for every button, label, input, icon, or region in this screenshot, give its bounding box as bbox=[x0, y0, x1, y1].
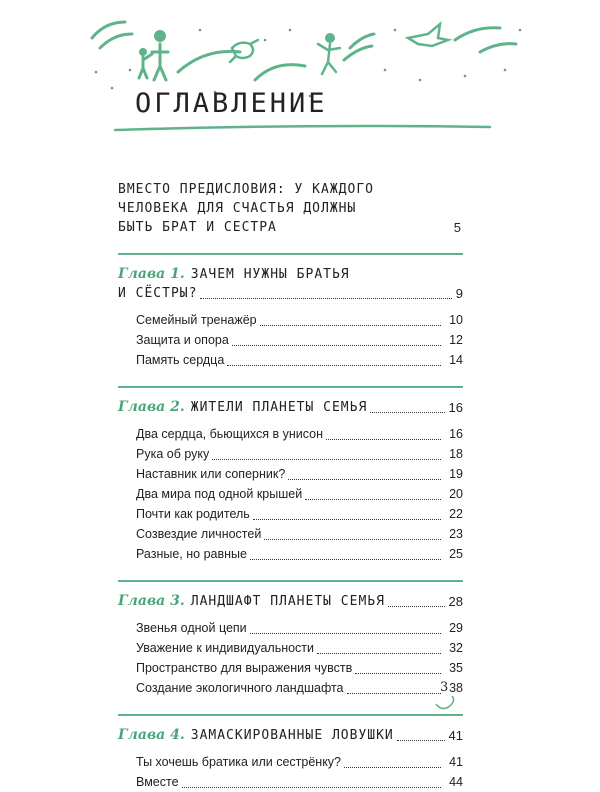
section-entry[interactable] bbox=[136, 752, 463, 772]
chapter-title: ЛАНДШАФТ ПЛАНЕТЫ СЕМЬЯ bbox=[190, 594, 385, 609]
decor-arc-icon bbox=[480, 44, 516, 52]
leader-dots bbox=[264, 539, 441, 540]
section-entry[interactable] bbox=[136, 424, 463, 444]
section-title: Память сердца bbox=[136, 353, 225, 367]
chapter-label: Глава 3. bbox=[118, 593, 185, 609]
page-number: 20 bbox=[449, 487, 463, 501]
page-number: 32 bbox=[449, 641, 463, 655]
section-title: Защита и опора bbox=[136, 333, 229, 347]
leader-dots bbox=[232, 345, 441, 346]
page-title: ОГЛАВЛЕНИЕ bbox=[135, 88, 328, 119]
section-entry[interactable] bbox=[136, 658, 463, 678]
table-of-contents bbox=[118, 180, 463, 792]
section-entry[interactable] bbox=[136, 524, 463, 544]
chapter-heading[interactable] bbox=[118, 592, 463, 611]
chapter-entry bbox=[118, 714, 463, 792]
family-figure-icon bbox=[139, 30, 168, 80]
section-entry[interactable] bbox=[136, 638, 463, 658]
section-entry[interactable] bbox=[136, 310, 463, 330]
chapter-title: ЖИТЕЛИ ПЛАНЕТЫ СЕМЬЯ bbox=[190, 400, 368, 415]
chapter-heading[interactable] bbox=[118, 265, 463, 284]
section-title: Два сердца, бьющихся в унисон bbox=[136, 427, 324, 441]
leader-dots bbox=[250, 633, 441, 634]
leader-dots bbox=[347, 693, 442, 694]
section-title: Наставник или соперник? bbox=[136, 467, 286, 481]
leader-dots bbox=[227, 365, 441, 366]
page-number: 18 bbox=[449, 447, 463, 461]
section-title: Создание экологичного ландшафта bbox=[136, 681, 344, 695]
intro-line: ВМЕСТО ПРЕДИСЛОВИЯ: У КАЖДОГО bbox=[118, 182, 374, 197]
intro-line: БЫТЬ БРАТ И СЕСТРА bbox=[118, 220, 277, 235]
leader-dots bbox=[182, 787, 441, 788]
chapter-label: Глава 4. bbox=[118, 727, 185, 743]
leader-dots bbox=[326, 439, 441, 440]
section-title: Созвездие личностей bbox=[136, 527, 262, 541]
chapter-title: ЗАМАСКИРОВАННЫЕ ЛОВУШКИ bbox=[190, 728, 394, 743]
decor-arc-icon bbox=[255, 65, 305, 80]
section-title: Пространство для выражения чувств bbox=[136, 661, 353, 675]
leader-dots bbox=[344, 767, 441, 768]
section-title: Два мира под одной крышей bbox=[136, 487, 303, 501]
section-title: Вместе bbox=[136, 775, 179, 789]
leader-dots bbox=[253, 519, 441, 520]
decor-arc-icon bbox=[100, 34, 132, 48]
chapter-title: И СЁСТРЫ? bbox=[118, 286, 198, 301]
chapter-label: Глава 1. bbox=[118, 266, 185, 282]
person-figure-icon bbox=[318, 33, 340, 74]
section-entry[interactable] bbox=[136, 544, 463, 564]
page-number: 41 bbox=[448, 728, 463, 743]
section-entry[interactable] bbox=[136, 678, 463, 698]
section-title: Уважение к индивидуальности bbox=[136, 641, 315, 655]
chapter-title: ЗАЧЕМ НУЖНЫ БРАТЬЯ bbox=[190, 267, 350, 282]
section-entry[interactable] bbox=[136, 350, 463, 370]
leader-dots bbox=[288, 479, 441, 480]
section-entry[interactable] bbox=[136, 444, 463, 464]
chapter-entry bbox=[118, 386, 463, 564]
chapter-entry bbox=[118, 580, 463, 698]
leader-dots bbox=[260, 325, 441, 326]
section-title: Ты хочешь братика или сестрёнку? bbox=[136, 755, 341, 769]
page-number: 19 bbox=[449, 467, 463, 481]
section-entry[interactable] bbox=[136, 504, 463, 524]
chapter-heading[interactable] bbox=[118, 398, 463, 417]
page-number: 12 bbox=[449, 333, 463, 347]
chapter-label: Глава 2. bbox=[118, 399, 185, 415]
leader-dots bbox=[355, 673, 441, 674]
page-number: 5 bbox=[453, 220, 461, 235]
chapter-heading[interactable] bbox=[118, 726, 463, 745]
leader-dots bbox=[305, 499, 441, 500]
page-number: 28 bbox=[448, 594, 463, 609]
section-title: Звенья одной цепи bbox=[136, 621, 247, 635]
page-number: 22 bbox=[449, 507, 463, 521]
hands-icon bbox=[230, 40, 258, 62]
decor-arc-icon bbox=[344, 46, 372, 60]
leader-dots bbox=[200, 298, 451, 299]
leader-dots bbox=[317, 653, 441, 654]
chapter-entry bbox=[118, 253, 463, 370]
section-title: Семейный тренажёр bbox=[136, 313, 257, 327]
section-entry[interactable] bbox=[136, 330, 463, 350]
section-entry[interactable] bbox=[136, 464, 463, 484]
page-number: 14 bbox=[449, 353, 463, 367]
decor-arc-icon bbox=[455, 28, 500, 40]
section-title: Почти как родитель bbox=[136, 507, 250, 521]
section-title: Разные, но равные bbox=[136, 547, 247, 561]
page-number: 41 bbox=[449, 755, 463, 769]
leader-dots bbox=[212, 459, 441, 460]
leader-dots bbox=[250, 559, 441, 560]
chapter-heading-cont[interactable] bbox=[118, 284, 463, 303]
intro-line: ЧЕЛОВЕКА ДЛЯ СЧАСТЬЯ ДОЛЖНЫ bbox=[118, 201, 357, 216]
section-entry[interactable] bbox=[136, 484, 463, 504]
page-number: 35 bbox=[449, 661, 463, 675]
page-number: 29 bbox=[449, 621, 463, 635]
page-number: 25 bbox=[449, 547, 463, 561]
leader-dots bbox=[370, 412, 444, 413]
toc-intro-entry[interactable] bbox=[118, 180, 463, 237]
page-number: 9 bbox=[455, 286, 463, 301]
page-number: 23 bbox=[449, 527, 463, 541]
section-entry[interactable] bbox=[136, 618, 463, 638]
folio-page-number: 3 bbox=[440, 680, 449, 695]
leader-dots bbox=[388, 606, 445, 607]
section-title: Рука об руку bbox=[136, 447, 210, 461]
leader-dots bbox=[397, 740, 445, 741]
page-number: 16 bbox=[449, 427, 463, 441]
page-number: 44 bbox=[449, 775, 463, 789]
title-underline bbox=[0, 118, 600, 138]
bird-icon bbox=[408, 24, 448, 46]
section-entry[interactable] bbox=[136, 772, 463, 792]
page-number: 10 bbox=[449, 313, 463, 327]
page-number: 16 bbox=[448, 400, 463, 415]
page-number: 38 bbox=[449, 681, 463, 695]
